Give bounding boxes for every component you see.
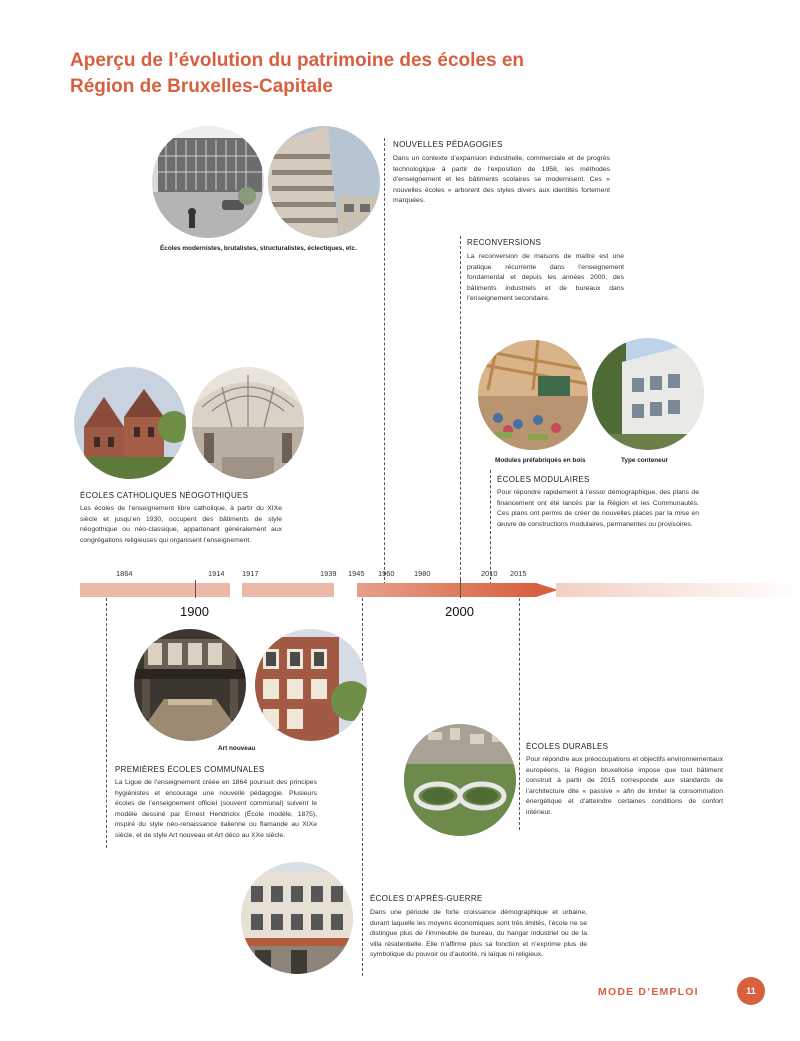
page-number: 11	[737, 977, 765, 1005]
photo-container-school	[592, 338, 704, 450]
photo-art-nouveau-facade	[255, 629, 367, 741]
section-title-apres-guerre: ÉCOLES D’APRÈS-GUERRE	[370, 894, 483, 903]
section-body-communales: La Ligue de l’enseignement créée en 1864 poursuit des principes hygiénistes et encourage une nouvelle pédagogie. Plusieurs écoles de l’enseignement officiel (souvent communal) suivent le modèle dessiné par Ernest Hendrickx (École modèle, 1875), inspiré du style néo-renaissance italienne ou flamande au XIXe siècle, et de style Art nouveau et Art déco au XXe siècle.	[115, 779, 317, 839]
section-title-communales: PREMIÈRES ÉCOLES COMMUNALES	[115, 765, 265, 774]
section-body-apres-guerre: Dans une période de forte croissance démographique et urbaine, durant laquelle les moyens économiques sont très limités, l’école ne se distingue plus de l’immeuble de bureau, du hangar industriel ou de la villa résidentielle. Elle n’affirme plus sa fonction et n’exprime plus de symbolique du pouvoir ou d’autorité, ni laïque ni religieux.	[370, 909, 587, 959]
section-title-durables: ÉCOLES DURABLES	[526, 742, 609, 751]
section-title-modulaires: ÉCOLES MODULAIRES	[497, 475, 590, 484]
photo-sustainable-school-aerial	[404, 724, 516, 836]
year-label: 2015	[510, 569, 527, 578]
section-body-reconversions: La reconversion de maisons de maître est une pratique récurrente dans l’enseignement fondamental et depuis les années 2000, des bâtiments industriels et de bureaux dans l’enseignement secondaire.	[467, 253, 624, 303]
section-title-nouvelles-pedagogies: NOUVELLES PÉDAGOGIES	[393, 140, 503, 149]
century-tick-1900	[195, 580, 196, 598]
year-label: 1945	[348, 569, 365, 578]
year-label: 1917	[242, 569, 259, 578]
caption-modernist: Écoles modernistes, brutalistes, structuralistes, éclectiques, etc.	[160, 245, 357, 252]
section-title-reconversions: RECONVERSIONS	[467, 238, 542, 247]
timeline-connector-2015	[519, 598, 520, 830]
photo-prefab-classroom	[478, 340, 588, 450]
caption-prefab: Modules préfabriqués en bois	[495, 457, 586, 464]
page-title: Aperçu de l’évolution du patrimoine des écoles en Région de Bruxelles-Capitale	[70, 50, 524, 97]
section-body-nouvelles-pedagogies: Dans un contexte d’expansion industrielle, commerciale et de progrès technologique à partir de l’exposition de 1958, les méthodes d’enseignement et les bâtiments scolaires se modernisent. Ces « nouvelles écoles » arborent des styles divers aux identités fortement marquées.	[393, 155, 610, 205]
year-label: 1939	[320, 569, 337, 578]
timeline-segment-1945-2015	[357, 583, 537, 597]
caption-container: Type conteneur	[621, 457, 669, 464]
section-body-modulaires: Pour répondre rapidement à l’essor démographique, des plans de financement ont été lancés par la Région et les Communautés. Ces plans ont permis de créer de nouvelles places par la mise en œuvre de constructions modulaires, permanentes ou provisoires.	[497, 489, 699, 528]
year-label: 1960	[378, 569, 395, 578]
year-label: 2010	[481, 569, 498, 578]
timeline-connector-1864	[106, 598, 107, 848]
photo-school-hall	[192, 367, 304, 479]
section-body-catholiques: Les écoles de l’enseignement libre catholique, à partir du XIXe siècle et jusqu’en 1930, occupent des bâtiments de style néogothique ou néo-classique, appartenant généralement aux congrégations religieuses qui organisent l’enseignement.	[80, 505, 282, 544]
caption-art-nouveau: Art nouveau	[218, 745, 256, 752]
timeline-connector-2000	[460, 236, 461, 590]
timeline-connector-1945	[362, 598, 363, 976]
photo-covered-playground	[134, 629, 246, 741]
photo-modernist-school	[152, 126, 264, 238]
photo-brutalist-school	[268, 126, 380, 238]
timeline-connector-1958	[384, 138, 385, 590]
timeline-segment-1864-1914	[80, 583, 230, 597]
photo-neogothic-school	[74, 367, 186, 479]
year-label: 1864	[116, 569, 133, 578]
year-label: 1980	[414, 569, 431, 578]
photo-postwar-school	[241, 862, 353, 974]
section-title-catholiques: ÉCOLES CATHOLIQUES NÉOGOTHIQUES	[80, 491, 249, 500]
year-label: 1914	[208, 569, 225, 578]
century-label-2000: 2000	[445, 604, 474, 619]
timeline-fade	[556, 583, 800, 597]
section-body-durables: Pour répondre aux préoccupations et objectifs environnementaux européens, la Région bruxelloise impose que tout bâtiment construit à partir de 2015 corresponde aux standards de l’architecture dite « passive » afin de limiter la consommation énergétique et d’atteindre certaines conditions de confort intérieur.	[526, 756, 723, 816]
century-tick-2000	[460, 580, 461, 598]
footer-label: MODE D’EMPLOI	[598, 986, 699, 998]
century-label-1900: 1900	[180, 604, 209, 619]
timeline-arrow-head	[536, 581, 558, 599]
timeline-segment-1917-1939	[242, 583, 334, 597]
